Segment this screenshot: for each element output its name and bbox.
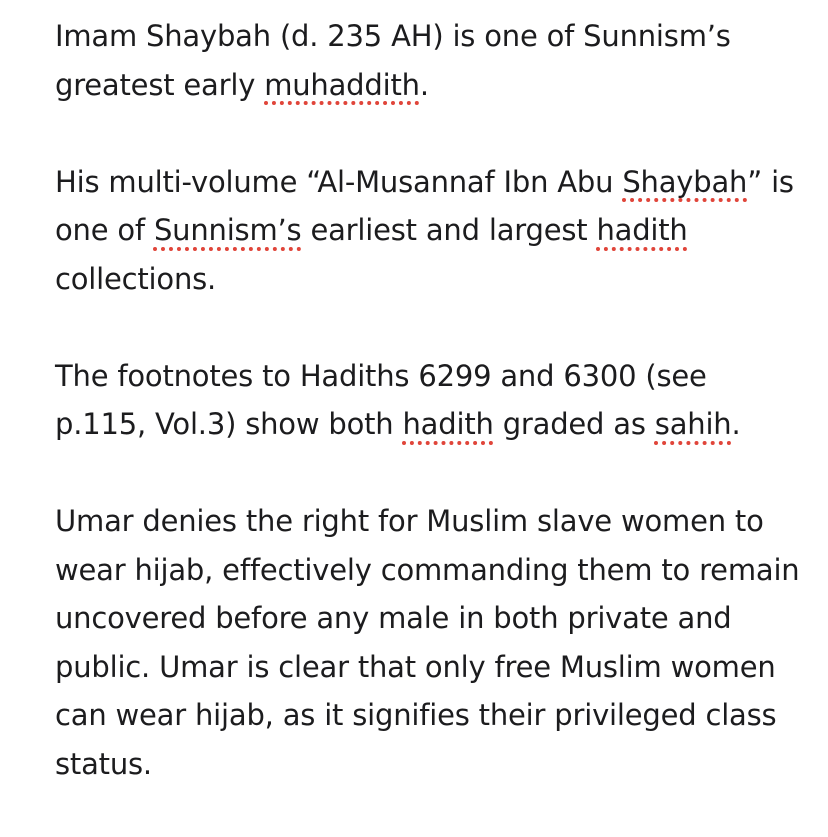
note-paragraph bbox=[55, 352, 805, 449]
misspelled-word[interactable]: Sunnism’s bbox=[153, 213, 302, 247]
text-segment: collections. bbox=[55, 261, 217, 296]
text-segment: Umar denies the right for Muslim slave women to wear hijab, effectively commanding them to remain uncovered before any male in both private and public. Umar is clear that only free Muslim women can wear hijab, as it signifies their privileged class status. bbox=[55, 504, 800, 781]
misspelled-word[interactable]: sahih bbox=[654, 407, 732, 441]
note-body[interactable] bbox=[55, 12, 805, 837]
text-segment: . bbox=[419, 67, 429, 102]
misspelled-word[interactable]: hadith bbox=[596, 213, 688, 247]
misspelled-word[interactable]: Shaybah bbox=[622, 164, 748, 199]
misspelled-word[interactable]: hadith bbox=[402, 407, 494, 441]
text-segment: earliest and largest bbox=[301, 213, 597, 247]
note-paragraph bbox=[55, 158, 805, 304]
text-segment: Imam Shaybah (d. 235 AH) is one of Sunnism’s greatest early bbox=[55, 19, 731, 102]
text-segment: ” is one of bbox=[55, 164, 794, 247]
text-segment: . bbox=[731, 407, 741, 441]
note-paragraph bbox=[55, 12, 805, 109]
note-paragraph bbox=[55, 497, 805, 788]
text-segment: graded as bbox=[493, 407, 655, 441]
text-segment: The footnotes to Hadiths 6299 and 6300 (see p.115, Vol.3) show both bbox=[55, 358, 707, 441]
misspelled-word[interactable]: muhaddith bbox=[264, 67, 420, 102]
text-segment: His multi-volume “Al-Musannaf Ibn Abu bbox=[55, 164, 623, 199]
